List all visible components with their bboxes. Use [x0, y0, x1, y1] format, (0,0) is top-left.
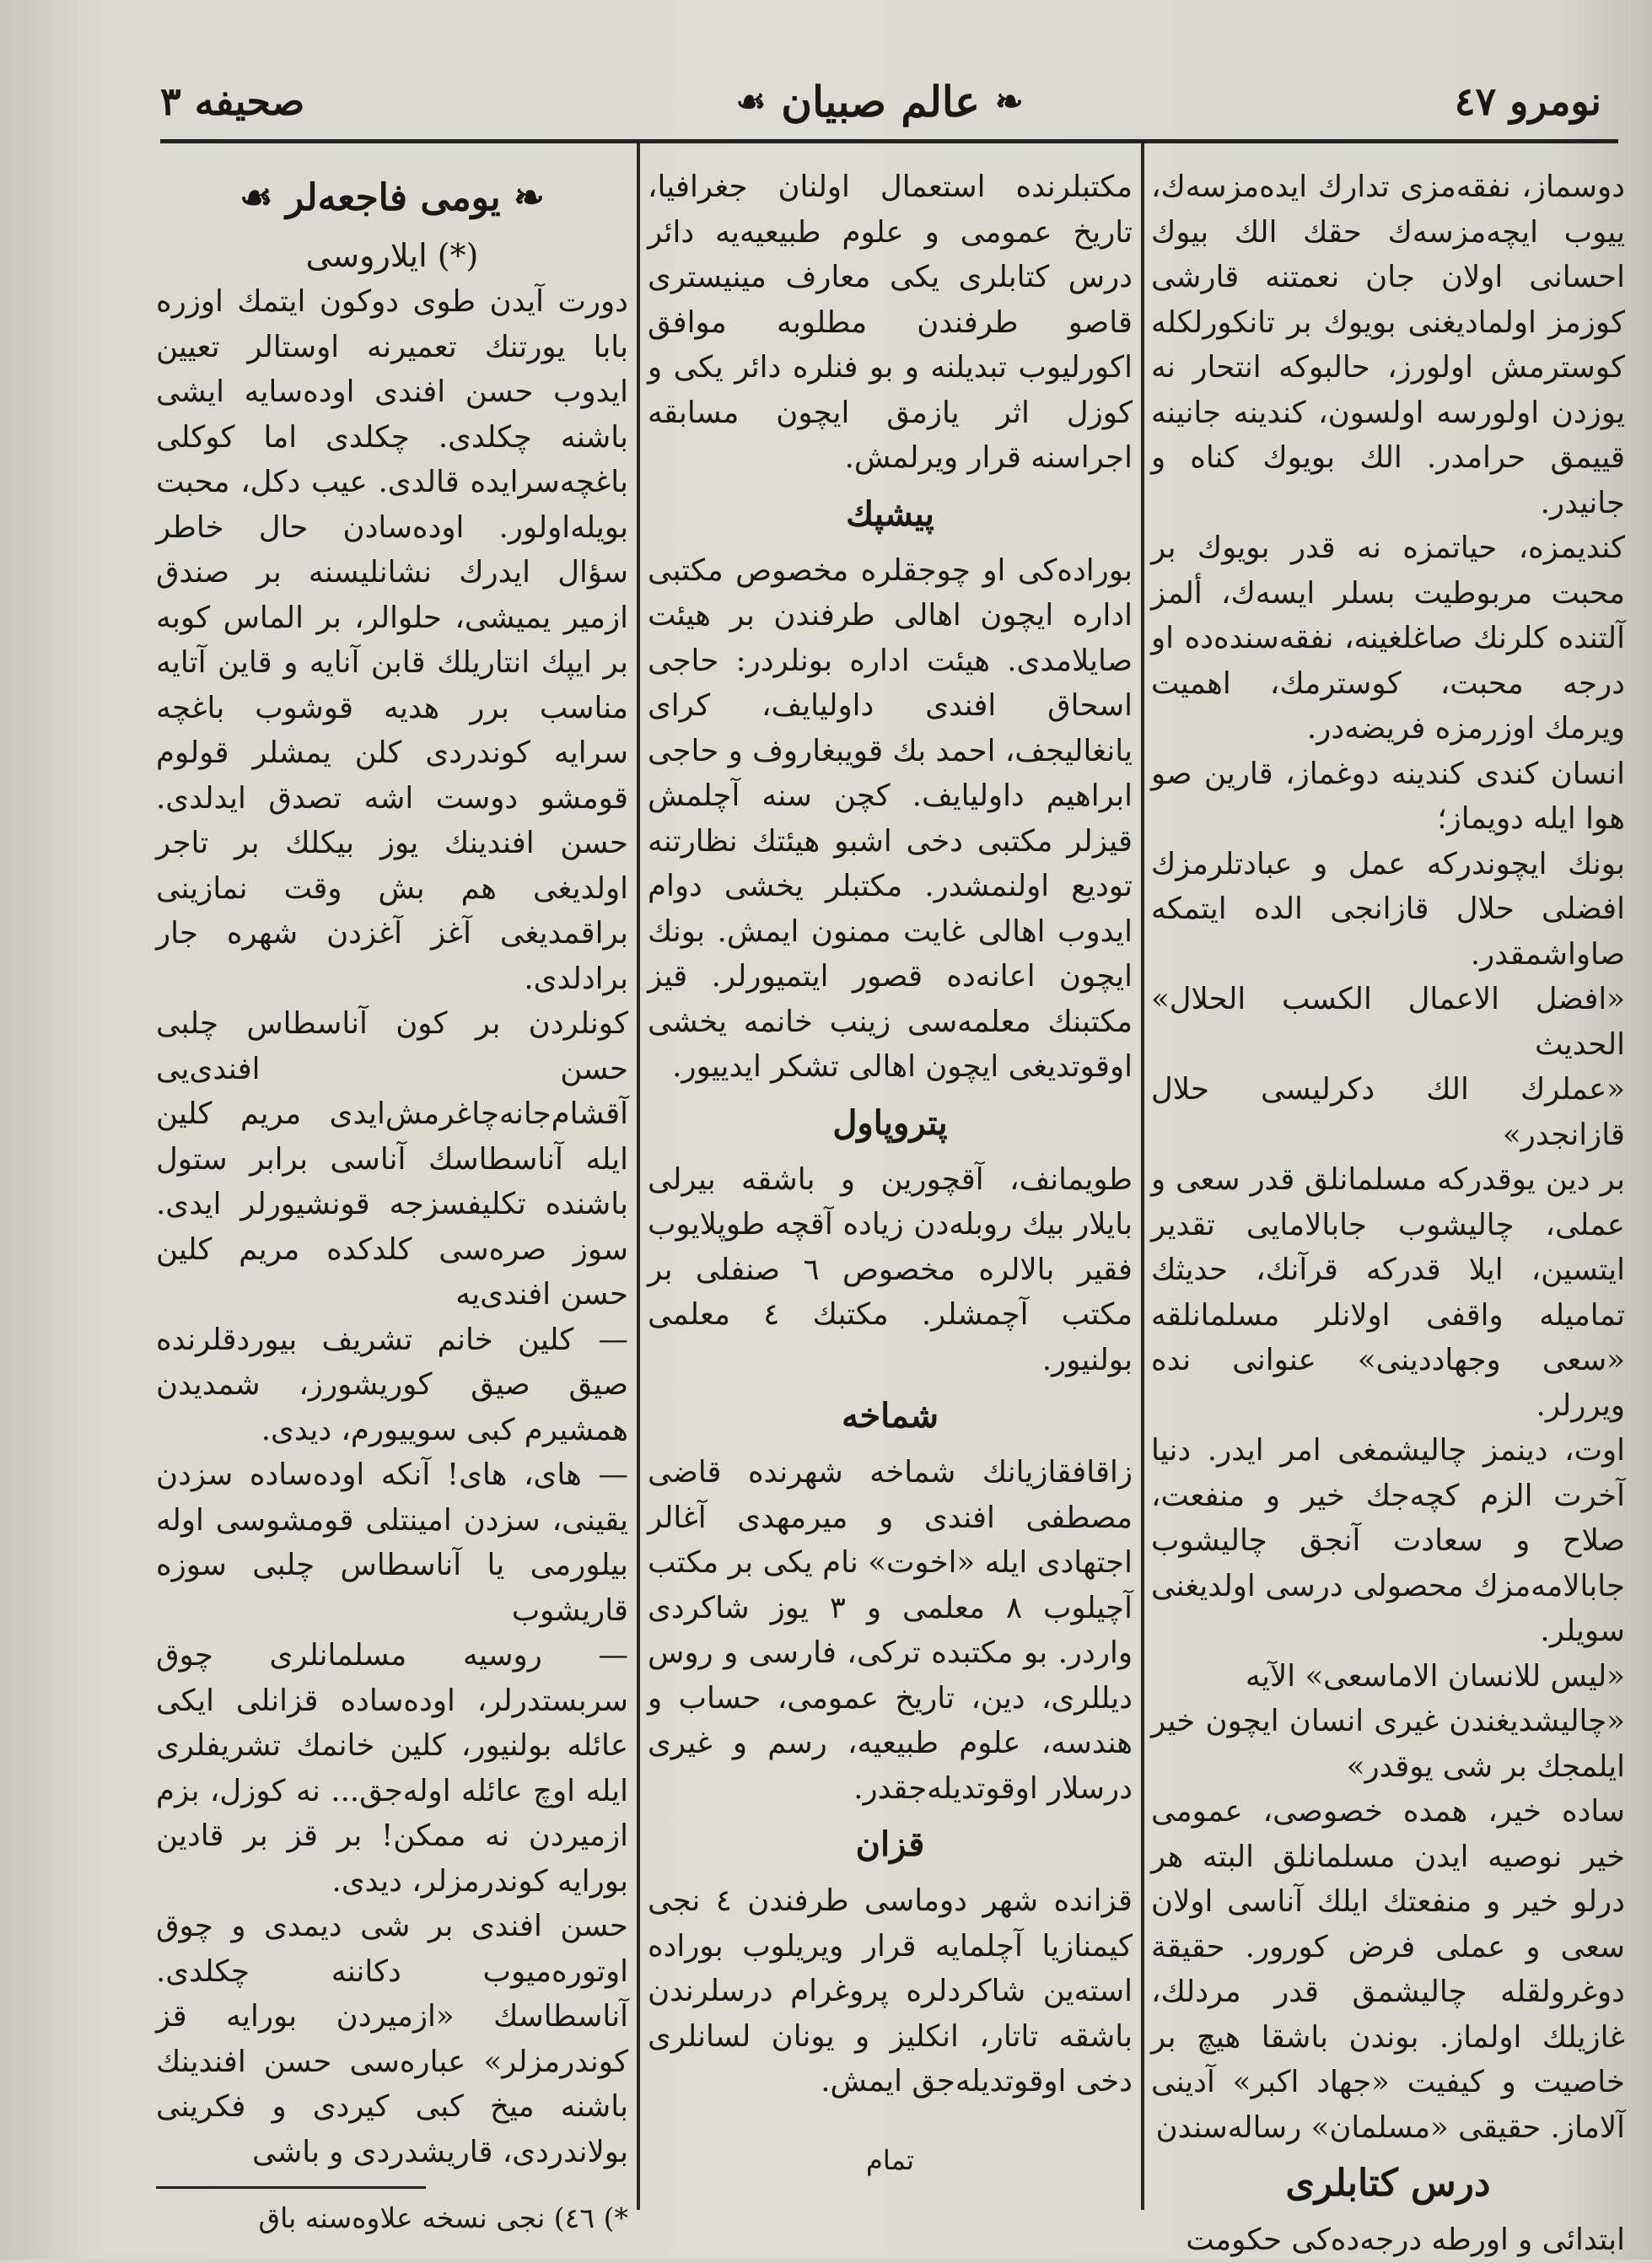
ornament-icon: ☙	[239, 176, 286, 219]
middle-column	[648, 164, 1133, 2201]
quote: «چالیشدیغندن غیری انسان ایچون خیر ایلمجك بر شی یوقدر»	[1151, 1704, 1625, 1784]
section-heading: شماخه	[842, 1396, 939, 1436]
dialogue-line: — روسیه مسلمانلری چوق سربستدرلر، اوده‌ساده قزانلی ایکی عائله بولنیور، کلین خانمك تشریفلری ایله اوچ عائله اوله‌جق... نه کوزل، بزم ازمیردن نه ممکن! بر قز بر قادین بورایه کوندرمزلر، دیدی.	[156, 1638, 628, 1899]
paragraph: حسن افندی بر شی دیمدی و چوق اوتوره‌میوب دکاننه چکلدی. آناسطاسك «ازمیردن بورایه قز کوندرمزلر» عباره‌سی حسن افندینك باشنه میخ کبی کیردی و فکرینی بولاندردی، قاریشدردی و باشی	[156, 1909, 628, 2169]
article-subtitle: (*) ایلاروسی	[305, 237, 479, 274]
paragraph: دورت آیدن طوی دوکون ایتمك اوزره بابا یورتنك تعمیرنه اوستالر تعیین ایدوب حسن افندی اوده‌سایه ایشی باشنه چکلدی. چکلدی اما کوکلی باغچه‌سرایده قالدی. عیب دکل، محبت بویله‌اولور. اوده‌سادن حال خاطر سؤال ایدرك نشانلیسنه بر صندق ازمیر یمیشی، حلوالر، بر الماس کوبه بر ایپك انتاریلك قابن آنایه و قاین آتایه مناسب برر هدیه قوشوب باغچه سرایه کوندردی کلن یمشلر قولوم قومشو دوست اشه تصدق ایدلدی. حسن افندینك یوز بیکلك بر تاجر اولدیغی هم بش وقت نمازینی براقمدیغی آغز آغزدن شهره جار برادلدی.	[156, 284, 628, 996]
page-header	[160, 67, 1601, 135]
paragraph: ابتدائی و اورطه درجه‌ده‌کی حکومت	[1186, 2223, 1625, 2257]
section-heading: پیشپك	[846, 493, 934, 534]
paragraph: دوسماز، نفقه‌مزی تدارك ایده‌مزسه‌ك، ییوب ایچه‌مزسه‌ك حقك الك بیوك احسانی اولان جان نعمتنه قارشی کوزمز اولمادیغنی بویوك بر تانکورلکله کوسترمش اولورز، حالبوکه انتحار نه یوزدن اولورسه اولسون، کندینه جانینه قییمق حرامدر. الك بویوك کناه و جانیدر.	[1151, 170, 1625, 520]
quote: «عملرك الك دکرلیسی حلال قازانجدر»	[1151, 1072, 1625, 1152]
paragraph: قزانده شهر دوماسی طرفندن ٤ نجی کیمنازیا آچلمایه قرار ویریلوب بوراده استه‌ین شاکردلره پروغرام درسلرندن باشقه تاتار، انکلیز و یونان لسانلری دخی اوقوتدیله‌جق ایمش.	[648, 1883, 1133, 2099]
paragraph: بوراده‌کی او چوجقلره مخصوص مکتبی اداره ایچون اهالی طرفندن بر هیئت صایلامدی. هیئت اداره بونلردر: حاجی اسحاق افندی داولیایف، کرای یانغالیجف، احمد بك قویبغاروف و حاجی ابراهیم داولیایف. کچن سنه آچلمش قیزلر مکتبی دخی اشبو هیئتك نظارتنه توديع اولنمشدر. مکتبلر یخشی دوام ایدوب اهالی غایت ممنون ایمش. بونك ایچون اعانه‌ده قصور ایتمیورلر. قیز مکتبنك معلمه‌سی زینب خانمه یخشی اوقوتدیغی ایچون اهالی تشکر ایدییور.	[648, 552, 1133, 1084]
paragraph: انسان کندی کندینه دوغماز، قارین صو هوا ایله دویماز؛	[1151, 756, 1625, 836]
dialogue-line: — های، های! آنکه اوده‌ساده سزدن یقینی، سزدن امینتلی قومشوسی اوله بیلورمی یا آناسطاس چلبی سوزه قاریشوب	[156, 1457, 628, 1628]
ornament-icon: ❧	[500, 176, 545, 219]
newspaper-title: عالم صبيان	[781, 76, 980, 127]
right-ornament-icon: ☙	[735, 81, 767, 121]
left-column	[156, 164, 628, 2234]
footnote-text: ٤٦) نجی نسخه علاوه‌سنه باق	[258, 2201, 595, 2234]
masthead	[736, 77, 1024, 127]
section-heading: پتروپاول	[832, 1102, 948, 1143]
paragraph: کونلردن بر کون آناسطاس چلبی حسن افندی‌یی آقشام‌جانه‌چاغرمش‌ایدی مریم کلین ایله آناسطاسك آناسی برابر ستول باشنده تکلیفسزجه قونشیورلر ایدی. سوز صره‌سی کلدکده مریم کلین حسن افندی‌یه	[156, 1006, 628, 1312]
issue-number: نومرو ٤٧	[1454, 78, 1601, 124]
section-heading: درس کتابلری	[1285, 2162, 1491, 2205]
article-title-text: یومی فاجعه‌لر	[285, 176, 501, 219]
paragraph: اوت، دینمز چالیشمغی امر ایدر. دنیا آخرت الزم کچه‌جك خیر و منفعت، صلاح و سعادت آنجق چالیشوب جابالامه‌مزك محصولی درسی اولدیغنی سویلر.	[1151, 1433, 1625, 1648]
column-divider-left	[637, 143, 640, 2210]
page-number: صحيفه ٣	[160, 78, 305, 124]
paragraph: مکتبلرنده استعمال اولنان جغرافیا، تاریخ عمومی و علوم طبیعیه‌یه دائر درس کتابلری یکی معارف مینیستری قاصو طرفندن مطلوبه موافق اکورلیوب تبدیلنه و بو فنلره دائر یکی و کوزل اثر یازمق ایچون مسابقه اجراسنه قرار ویرلمش.	[648, 170, 1133, 475]
quote: «لیس للانسان الاماسعی» الآیه	[1246, 1658, 1625, 1694]
end-mark: تمام	[866, 2143, 914, 2176]
header-rule	[160, 139, 1618, 143]
column-divider-right	[1141, 143, 1144, 2210]
footnote-rule	[156, 2186, 426, 2189]
paragraph: ساده خیر، همده خصوصی، عمومی خیر نوصیه ایدن مسلمانلق البته هر درلو خیر و منفعتك ایلك آناسی اولان سعی و عملی فرض کورور. حقیقة دوغرولقله چالیشمق قدر مردلك، غازیلك اولماز. بوندن باشقا هیچ بر خاصیت و کیفیت «جهاد اکبر» آدینی آلاماز. حقیقی «مسلمان» رساله‌سندن	[1151, 1794, 1625, 2145]
right-column	[1151, 164, 1625, 2257]
left-ornament-icon: ❧	[994, 81, 1024, 121]
paragraph: بونك ایچوندرکه عمل و عبادتلرمزك افضلی حلال قازانجی الده ایتمکه صاواشمقدر.	[1151, 846, 1625, 972]
paragraph: بر دین یوقدرکه مسلمانلق قدر سعی و عملی، چالیشوب جابالامایی تقدیر ایتسین، ایلا قدرکه قرآنك، حدیثك تماميله واقفی اولانلر مسلمانلقه «سعی وجهاددینی» عنوانی نده ویررلر.	[1151, 1162, 1625, 1423]
article-title	[156, 170, 628, 227]
paragraph: کندیمزه، حیاتمزه نه قدر بویوك بر محبت مربوطیت بسلر ایسه‌ك، ألمز آلتنده‌ كلرنك صاغلغینه، نفقه‌سنده‌ده او درجه محبت، کوسترمك، اهمیت ویرمك اوزرمزه فریضه‌در.	[1151, 531, 1625, 746]
quote: «افضل الاعمال الکسب الحلال» الحدیث	[1151, 982, 1625, 1062]
paragraph: طویمانف، آقچورین و باشقه بیرلی بایلار بیك روبله‌دن زیاده آقچه طوپلایوب فقیر بالالره مخصوص ٦ صنفلی بر مکتب آچمشلر. مکتبك ٤ معلمی بولنیور.	[648, 1161, 1133, 1377]
footnote: *) ٤٦) نجی نسخه علاوه‌سنه باق	[258, 2201, 628, 2234]
paragraph: زاقافقازیانك شماخه شهرنده قاضی مصطفی افندی و میرمهدی آغالر اجتهادی ایله «اخوت» نام یکی بر مکتب آچیلوب ٨ معلمی و ٣ یوز شاکردی واردر. بو مکتبده ترکی، فارسی و روس دیللری، دین، تاریخ عمومی، حساب و هندسه، علوم طبیعیه، رسم و غیری درسلار اوقوتدیله‌جقدر.	[648, 1455, 1133, 1806]
section-heading: قزان	[855, 1824, 925, 1864]
dialogue-line: — کلین خانم تشریف بیوردقلرنده صیق صیق کوریشورز، شمدیدن همشیرم کبی سوییورم، دیدی.	[156, 1322, 628, 1447]
